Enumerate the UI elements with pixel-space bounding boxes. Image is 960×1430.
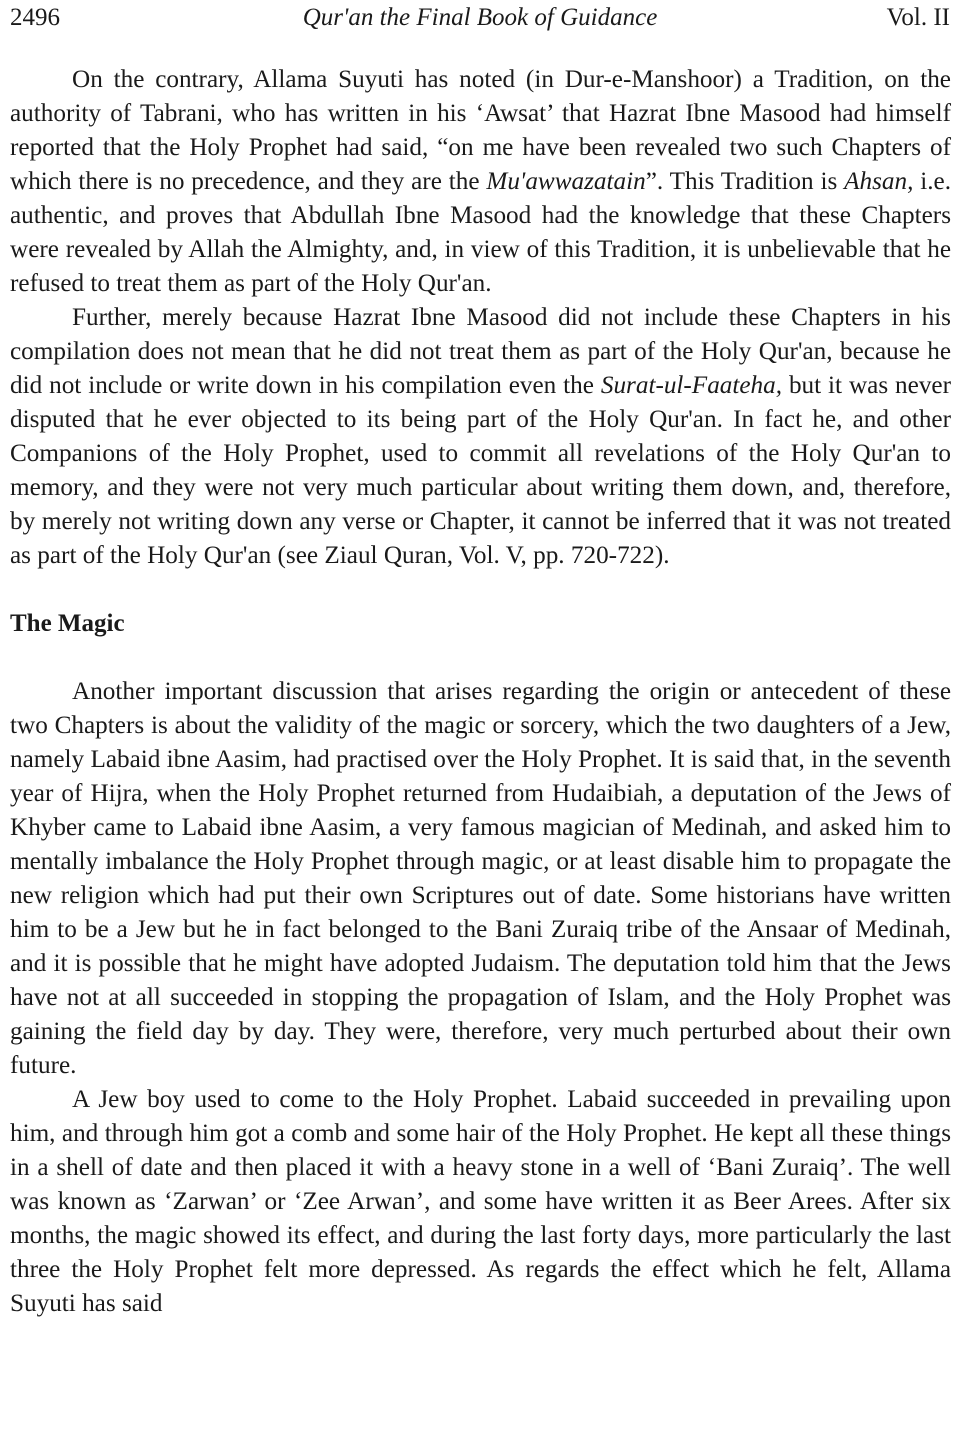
- italic-term: Surat-ul-Faateha,: [600, 372, 783, 399]
- section-heading: The Magic: [10, 610, 125, 637]
- page-number: 2496: [10, 4, 60, 31]
- running-header: [10, 2, 950, 34]
- volume-label: Vol. II: [886, 4, 950, 31]
- italic-term: Ahsan,: [844, 168, 914, 195]
- page-body: [10, 63, 951, 1321]
- paragraph-1: On the contrary, Allama Suyuti has noted (in Dur-e-Manshoor) a Tradition, on the authority of Tabrani, who has written in his ‘Awsat’ that Hazrat Ibne Masood had himself reported that the Holy Prophet had said, “on me have been revealed two such Chapters of which there is no precedence, and they are the Mu'awwazatain”. This Tradition is Ahsan, i.e. authentic, and proves that Abdullah Ibne Masood had the knowledge that these Chapters were revealed by Allah the Almighty, and, in view of this Tradition, it is unbelievable that he refused to treat them as part of the Holy Qur'an.: [10, 66, 951, 297]
- paragraph-3: Another important discussion that arises regarding the origin or antecedent of these two Chapters is about the validity of the magic or sorcery, which the two daughters of a Jew, namely Labaid ibne Aasim, had practised over the Holy Prophet. It is said that, in the seventh year of Hijra, when the Holy Prophet returned from Hudaibiah, a deputation of the Jews of Khyber came to Labaid ibne Aasim, a very famous magician of Medinah, and asked him to mentally imbalance the Holy Prophet through magic, or at least disable him to propagate the new religion which had put their own Scriptures out of date. Some historians have written him to be a Jew but he in fact belonged to the Bani Zuraiq tribe of the Ansaar of Medinah, and it is possible that he might have adopted Judaism. The deputation told him that the Jews have not at all succeeded in stopping the propagation of Islam, and the Holy Prophet was gaining the field day by day. They were, therefore, very much perturbed about their own future.: [10, 678, 951, 1079]
- paragraph-4: A Jew boy used to come to the Holy Prophet. Labaid succeeded in prevailing upon him, and through him got a comb and some hair of the Holy Prophet. He kept all these things in a shell of date and then placed it with a heavy stone in a well of ‘Bani Zuraiq’. The well was known as ‘Zarwan’ or ‘Zee Arwan’, and some have written it as Beer Arees. After six months, the magic showed its effect, and during the last forty days, more particularly the last three the Holy Prophet felt more depressed. As regards the effect which he felt, Allama Suyuti has said: [10, 1086, 951, 1317]
- paragraph-2: Further, merely because Hazrat Ibne Masood did not include these Chapters in his compilation does not mean that he did not treat them as part of the Holy Qur'an, because he did not include or write down in his compilation even the Surat-ul-Faateha, but it was never disputed that he ever objected to its being part of the Holy Qur'an. In fact he, and other Companions of the Holy Prophet, used to commit all revelations of the Holy Qur'an to memory, and they were not very much particular about writing them down, and, therefore, by merely not writing down any verse or Chapter, it cannot be inferred that it was not treated as part of the Holy Qur'an (see Ziaul Quran, Vol. V, pp. 720-722).: [10, 304, 951, 569]
- italic-term: Mu'awwazatain: [486, 168, 646, 195]
- running-title: Qur'an the Final Book of Guidance: [302, 4, 658, 31]
